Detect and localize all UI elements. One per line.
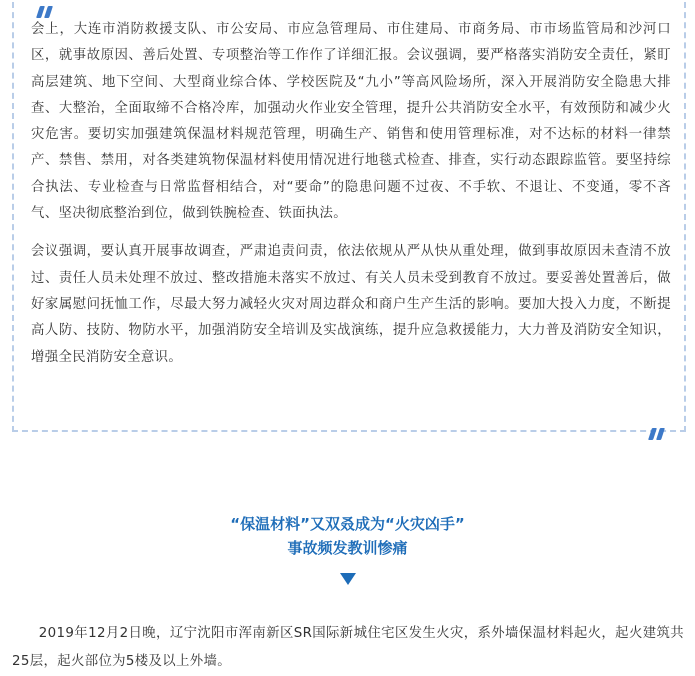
summary-quote-box: [12, 2, 686, 432]
summary-paragraph-1: 会上，大连市消防救援支队、市公安局、市应急管理局、市住建局、市商务局、市市场监管局和沙河口区，就事故原因、善后处置、专项整治等工作作了详细汇报。会议强调，要严格落实消防安全责任，紧盯高层建筑、地下空间、大型商业综合体、学校医院及“九小”等高风险场所，深入开展消防安全隐患大排查、大整治，全面取缔不合格冷库，加强动火作业安全管理，提升公共消防安全水平，有效预防和减少火灾危害。要切实加强建筑保温材料规范管理，明确生产、销售和使用管理标准，对不达标的材料一律禁产、禁售、禁用，对各类建筑物保温材料使用情况进行地毯式检查、排查，实行动态跟踪监管。要坚持综合执法、专业检查与日常监督相结合，对“要命”的隐患问题不过夜、不手软、不退让、不变通，零不吝气、坚决彻底整治到位，做到铁腕检查、铁面执法。: [31, 22, 671, 222]
summary-paragraph-2: 会议强调，要认真开展事故调查，严肃追责问责，依法依规从严从快从重处理，做到事故原因未查清不放过、责任人员未处理不放过、整改措施未落实不放过、有关人员未受到教育不放过。要妥善处置善后，做好家属慰问抚恤工作，尽最大努力减轻火灾对周边群众和商户生产生活的影响。要加大投入力度，不断提高人防、技防、物防水平，加强消防安全培训及实战演练，提升应急救援能力，大力普及消防安全知识，增强全民消防安全意识。: [31, 244, 671, 365]
triangle-down-icon: [340, 573, 356, 585]
section-heading: [0, 512, 695, 560]
section-title-line-1: “保温材料”又双叒成为“火灾凶手”: [230, 515, 465, 533]
intro-paragraph: 2019年12月2日晚，辽宁沈阳市浑南新区SR国际新城住宅区发生火灾，系外墙保温材料起火，起火建筑共25层，起火部位为5楼及以上外墙。: [12, 626, 684, 669]
article-intro: [12, 620, 684, 676]
section-title-line-2: 事故频发教训惨痛: [287, 539, 408, 557]
quote-close-icon: [650, 428, 663, 440]
summary-text: [31, 17, 671, 371]
